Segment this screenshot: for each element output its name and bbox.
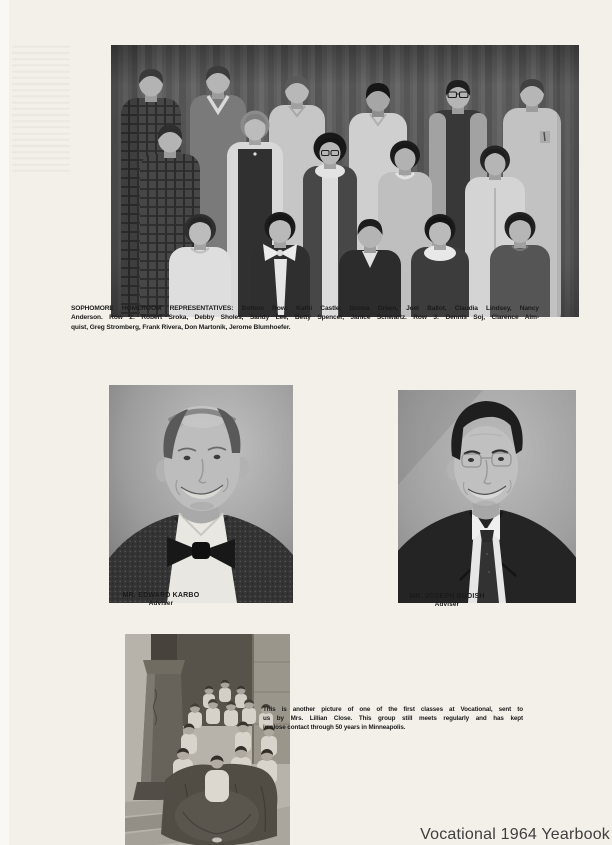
group-photo-illustration	[111, 45, 579, 317]
history-photo-caption	[263, 705, 523, 732]
caption-line: us by Mrs. Lillian Close. This group still meets regularly and has kept	[263, 715, 523, 722]
adviser-photo-budish	[398, 390, 576, 603]
history-photo-illustration	[125, 634, 290, 845]
adviser-photo-karbo	[109, 385, 293, 603]
watermark-text: Vocational 1964 Yearbook	[420, 826, 610, 843]
caption-line: Anderson. Row 2: Robert Sroka, Debby Sholes, Sandy Lee, Betty Spencer, Janice Schwartz. Row 3: Dennis Soj, Clarence Alm-	[71, 314, 539, 322]
adviser-name: MR. JOSEPH BUDISH	[409, 593, 485, 600]
history-class-photo	[125, 634, 290, 845]
adviser-role: Adviser	[434, 601, 460, 608]
page-bleed-through-text	[12, 46, 70, 174]
adviser-role: Adviser	[148, 600, 174, 607]
group-photo	[111, 45, 579, 317]
karbo-photo-illustration	[109, 385, 293, 603]
caption-line: in close contact through 50 years in Minneapolis.	[263, 724, 406, 731]
caption-line: This is another picture of one of the first classes at Vocational, sent to	[263, 706, 523, 713]
caption-line: quist, Greg Stromberg, Frank Rivera, Don Martonik, Jerome Blumhoefer.	[71, 323, 291, 331]
adviser-label-karbo	[69, 591, 253, 608]
adviser-label-budish	[358, 592, 536, 609]
group-photo-caption	[71, 304, 539, 332]
budish-photo-illustration	[398, 390, 576, 603]
adviser-name: MR. EDWARD KARBO	[122, 592, 200, 599]
caption-line: SOPHOMORE HOMEROOM REPRESENTATIVES: Bottom Row: Kathi Castle, Donna Green, Joel Ballot, Claudia Lindsey, Nancy	[71, 305, 539, 312]
